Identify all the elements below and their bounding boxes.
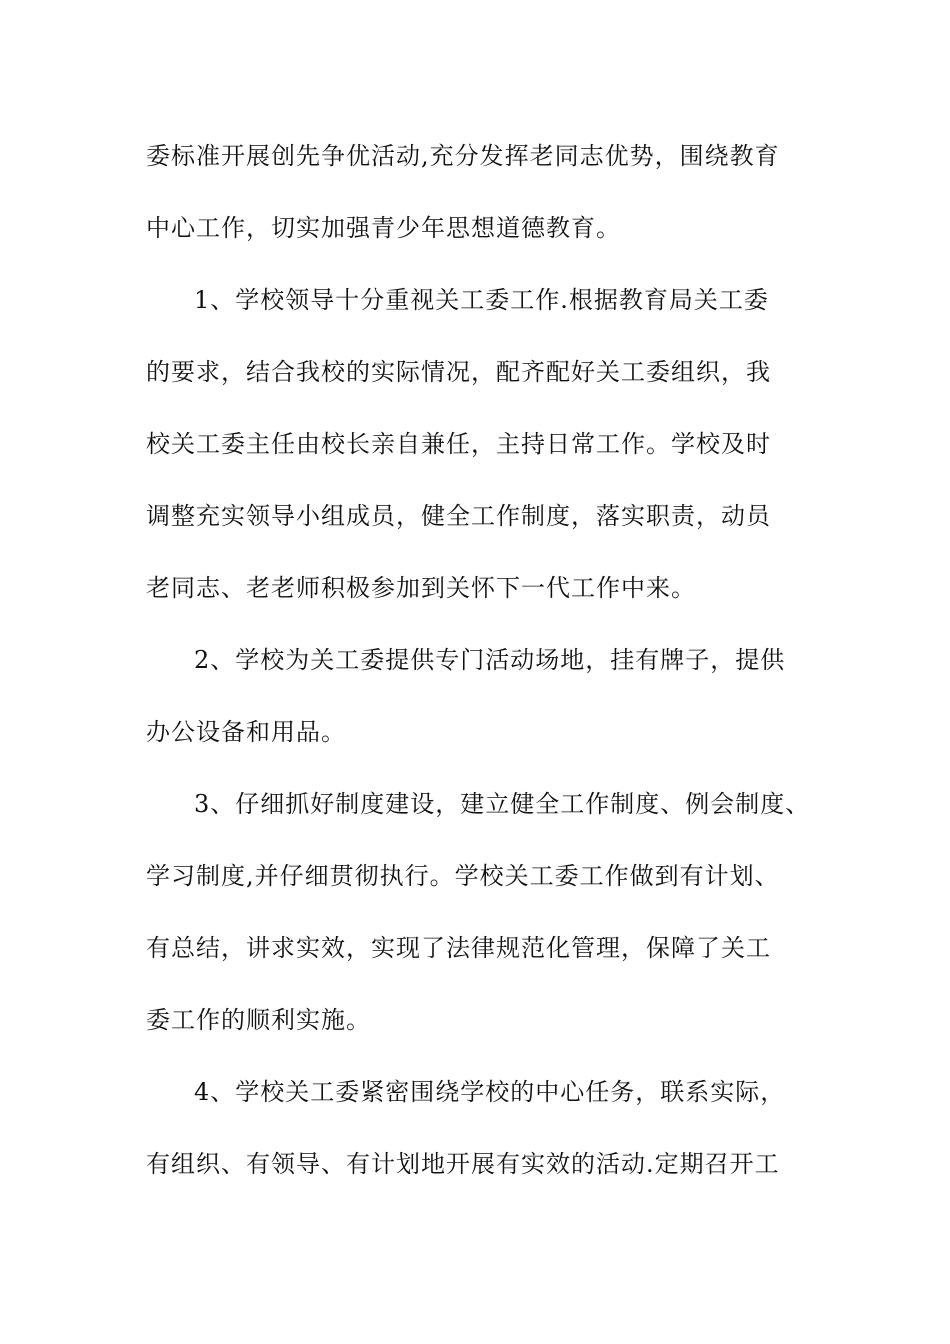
paragraph-start-line: 4、学校关工委紧密围绕学校的中心任务，联系实际， [194,1078,786,1106]
text-line: 调整充实领导小组成员，健全工作制度，落实职责，动员 [146,502,771,530]
paragraph-start-line: 3、仔细抓好制度建设，建立健全工作制度、例会制度、 [194,790,811,818]
text-line: 办公设备和用品。 [146,718,346,746]
text-line: 委标准开展创先争优活动,充分发挥老同志优势，围绕教育 [146,142,780,170]
text-line: 校关工委主任由校长亲自兼任，主持日常工作。学校及时 [146,430,771,458]
paragraph-start-line: 1、学校领导十分重视关工委工作.根据教育局关工委 [194,286,769,314]
text-line: 有总结，讲求实效，实现了法律规范化管理，保障了关工 [146,934,771,962]
text-line: 的要求，结合我校的实际情况，配齐配好关工委组织，我 [146,358,771,386]
text-line: 委工作的顺利实施。 [146,1006,371,1034]
paragraph-start-line: 2、学校为关工委提供专门活动场地，挂有牌子，提供 [194,646,786,674]
text-line: 学习制度,并仔细贯彻执行。学校关工委工作做到有计划、 [146,862,780,890]
text-line: 中心工作，切实加强青少年思想道德教育。 [146,214,621,242]
document-body [146,132,826,1212]
text-line: 老同志、老老师积极参加到关怀下一代工作中来。 [146,574,696,602]
text-line: 有组织、有领导、有计划地开展有实效的活动.定期召开工 [146,1150,780,1178]
